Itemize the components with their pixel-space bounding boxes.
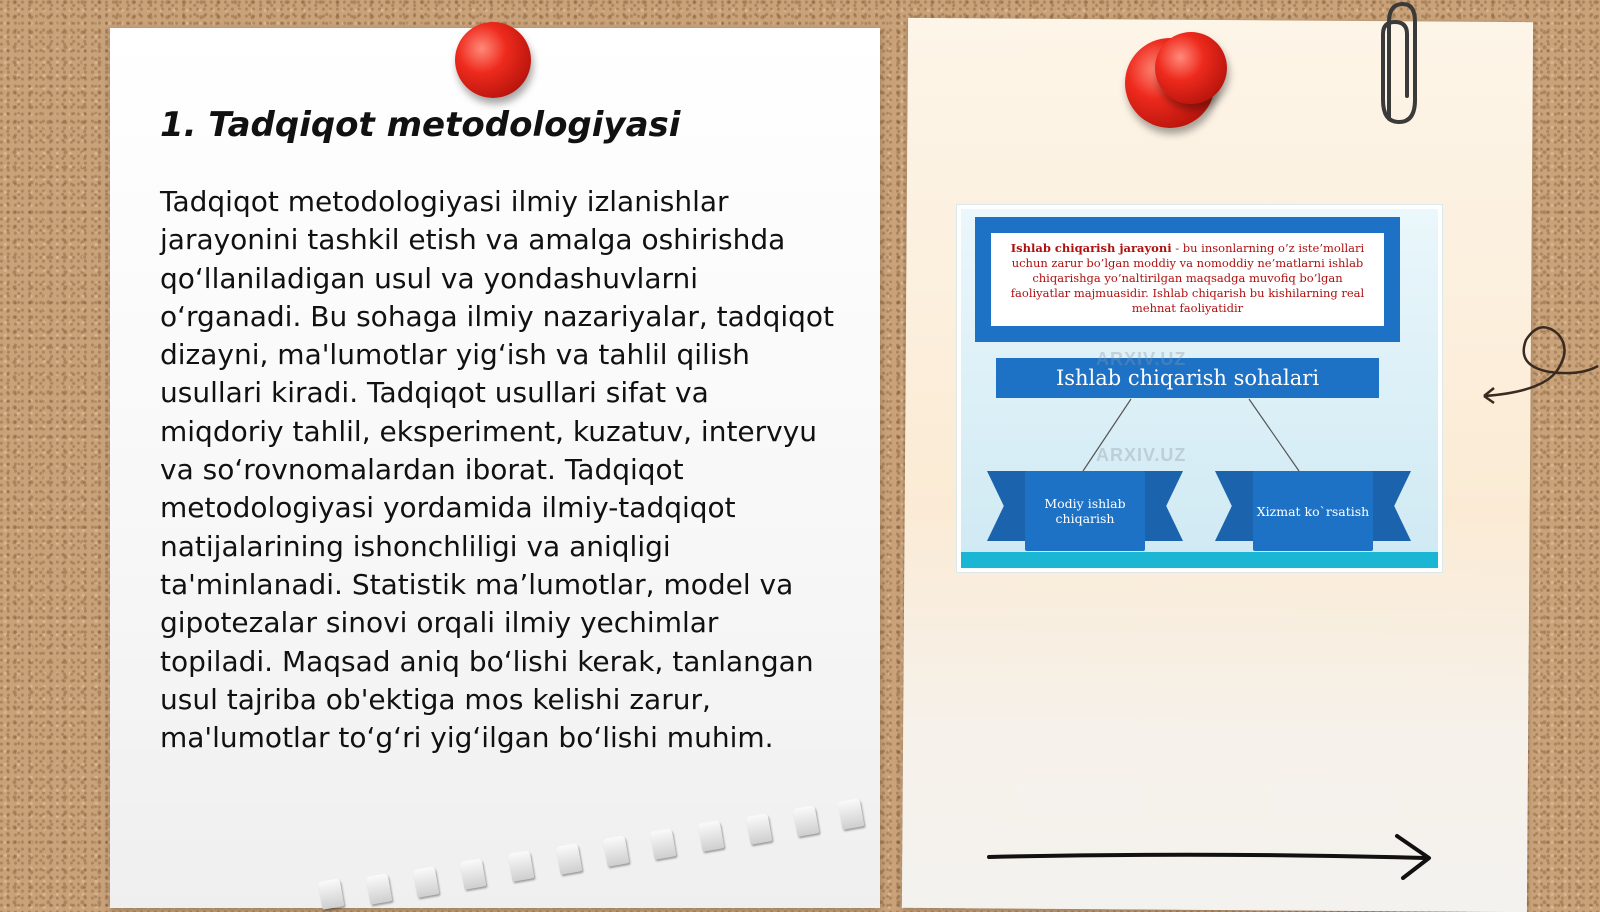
definition-term: Ishlab chiqarish jarayoni bbox=[1010, 241, 1172, 255]
section-body-text: Tadqiqot metodologiyasi ilmiy izlanishlar jarayonini tashkil etish va amalga oshirishda qo‘llaniladigan usul va yondashuvlarni o‘rganadi. Bu sohaga ilmiy nazariyalar, tadqiqot dizayni, ma'lumotlar yig‘ish va tahlil qilish usullari kiradi. Tadqiqot usullari sifat va miqdoriy tahlil, eksperiment, kuzatuv, intervyu va so‘rovnomalardan iborat. Tadqiqot metodologiyasi yordamida ilmiy-tadqiqot natijalarining ishonchliligi va aniqligi ta'minlanadi. Statistik ma’lumotlar, model va gipotezalar sinovi orqali ilmiy yechimlar topiladi. Maqsad aniq bo‘lishi kerak, tanlangan usul tajriba ob'ektiga mos kelishi zarur, ma'lumotlar to‘g‘ri yig‘ilgan bo‘lishi muhim. bbox=[160, 185, 835, 755]
watermark-text: ARXIV.UZ bbox=[1096, 349, 1187, 369]
slide-header: Ishlab chiqarish sohalari bbox=[996, 358, 1379, 398]
slide-footer-bar bbox=[961, 552, 1438, 568]
red-pushpin-left bbox=[455, 22, 531, 98]
long-arrow-icon bbox=[985, 830, 1445, 880]
notebook-tabs-decoration bbox=[300, 800, 880, 900]
branch-right bbox=[1215, 471, 1411, 551]
definition-text: - bu insonlarning o’z iste’mollari uchun zarur bo’lgan moddiy va nomoddiy ne’matlarni ishlab chiqarishga yo’naltirilgan maqsadga muvofiq bo’lgan faoliyatlar majmuasidir. Ishlab chiqarish bu kishilarning real mehnat faoliyatidir bbox=[1010, 241, 1365, 315]
paperclip-icon bbox=[1375, 0, 1419, 130]
red-pushpin-right-front bbox=[1155, 32, 1227, 104]
branch-left-label: Modiy ishlab chiqarish bbox=[1025, 471, 1145, 551]
section-title: 1. Tadqiqot metodologiyasi bbox=[160, 105, 681, 145]
branch-right-label: Xizmat ko`rsatish bbox=[1253, 471, 1373, 551]
slide-image bbox=[957, 205, 1442, 572]
slide-background bbox=[961, 209, 1438, 568]
branch-left bbox=[987, 471, 1183, 551]
curly-arrow-icon bbox=[1480, 310, 1600, 410]
watermark-text: ARXIV.UZ bbox=[1096, 445, 1187, 465]
